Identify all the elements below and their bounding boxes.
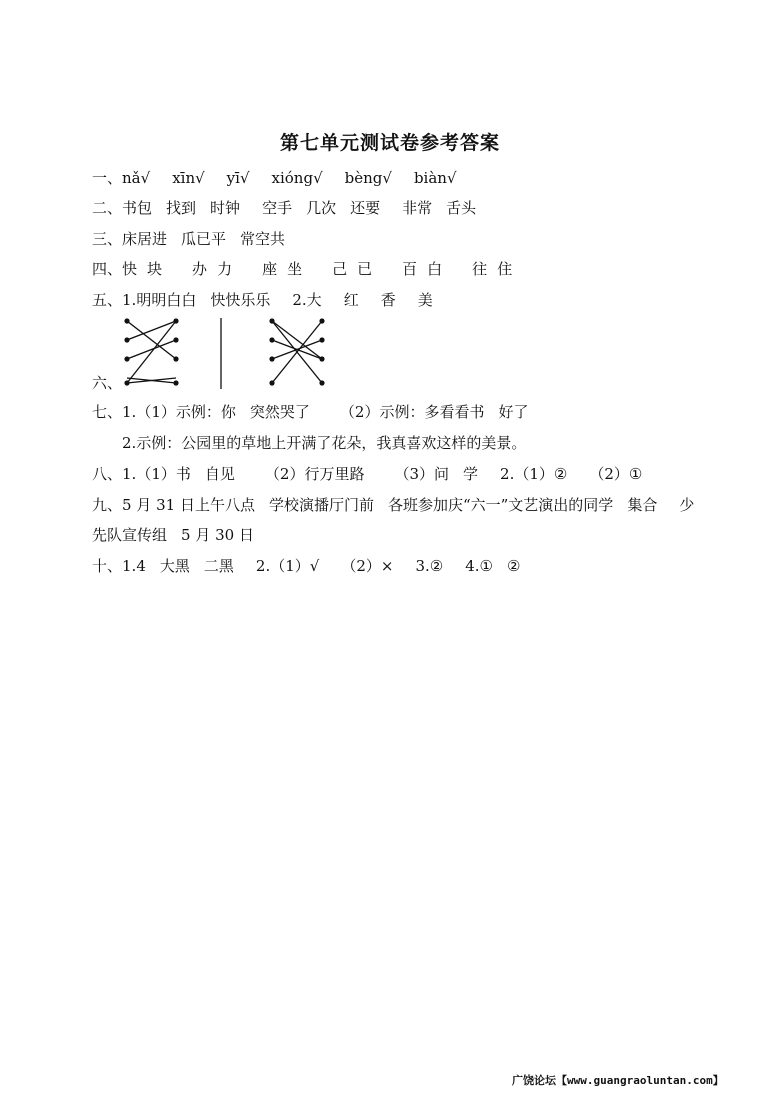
answer-item: 集合 bbox=[627, 496, 658, 514]
answer-item: 非常 bbox=[402, 199, 433, 217]
match-dot bbox=[124, 380, 129, 385]
subquestion-tag: （2） bbox=[589, 465, 629, 483]
answer-line-9 bbox=[92, 495, 694, 515]
answer-item: 书 bbox=[175, 465, 191, 483]
answer-item: 往 bbox=[472, 260, 488, 278]
footer-watermark bbox=[512, 1072, 724, 1088]
match-line bbox=[272, 321, 322, 359]
subquestion-tag: （2） bbox=[339, 403, 380, 421]
answer-item: ② bbox=[506, 557, 521, 575]
answer-item: 学校演播厅门前 bbox=[268, 496, 374, 514]
answer-item: 找到 bbox=[166, 199, 197, 217]
answer-item: 还要 bbox=[350, 199, 381, 217]
match-line bbox=[127, 321, 176, 359]
answer-line-2 bbox=[92, 198, 476, 218]
match-dot bbox=[319, 380, 324, 385]
answer-item: 示例：多看看书 bbox=[379, 403, 485, 421]
answer-item: 时钟 bbox=[210, 199, 241, 217]
answer-item: 快 bbox=[122, 260, 138, 278]
answer-line-4 bbox=[92, 259, 512, 279]
question-label: 二、 bbox=[92, 199, 123, 217]
match-dot bbox=[173, 318, 178, 323]
match-dot bbox=[173, 356, 178, 361]
answer-item: 白 bbox=[427, 260, 443, 278]
subquestion-number: 4. bbox=[465, 557, 480, 575]
subquestion-tag: （2） bbox=[264, 465, 305, 483]
footer-site-url: 【www.guangraoluntan.com】 bbox=[556, 1074, 724, 1087]
answer-line-7 bbox=[92, 402, 528, 422]
answer-item: 问 bbox=[434, 465, 450, 483]
answer-item: 好了 bbox=[498, 403, 529, 421]
question-label: 四、 bbox=[92, 260, 123, 278]
answer-item: 瓜已平 bbox=[181, 230, 227, 248]
answer-item: 百 bbox=[402, 260, 418, 278]
answer-item: 自见 bbox=[204, 465, 235, 483]
answer-item: 常空共 bbox=[240, 230, 286, 248]
answer-line-10 bbox=[92, 556, 520, 576]
answer-item: nǎ√ bbox=[122, 169, 151, 187]
answer-line-9-2 bbox=[92, 525, 254, 545]
answer-item: 示例：你 bbox=[175, 403, 236, 421]
answer-item: 5 月 30 日 bbox=[181, 526, 254, 544]
answer-item: ② bbox=[553, 465, 568, 483]
match-dot bbox=[269, 318, 274, 323]
answer-item: 各班参加庆“六一”文艺演出的同学 bbox=[387, 496, 614, 514]
answer-item: ② bbox=[429, 557, 444, 575]
answer-item: √ bbox=[309, 557, 320, 575]
answer-item: 书包 bbox=[122, 199, 153, 217]
answer-item: xióng√ bbox=[271, 169, 323, 187]
answer-item: 香 bbox=[380, 291, 396, 309]
answer-item: 座 bbox=[262, 260, 278, 278]
subquestion-tag: （1） bbox=[136, 403, 176, 421]
match-dot bbox=[124, 356, 129, 361]
match-dot bbox=[269, 356, 274, 361]
answer-item: 大 bbox=[306, 291, 322, 309]
answer-item: 空手 bbox=[262, 199, 293, 217]
answer-item: 已 bbox=[357, 260, 373, 278]
match-line bbox=[127, 340, 176, 359]
answer-item: yī√ bbox=[226, 169, 250, 187]
answer-item: 力 bbox=[217, 260, 233, 278]
answer-item: 红 bbox=[343, 291, 359, 309]
answer-item: 4 bbox=[136, 557, 146, 575]
answer-item: 先队宣传组 bbox=[92, 526, 168, 544]
question-label: 九、 bbox=[92, 496, 123, 514]
subquestion-tag: （1） bbox=[270, 557, 310, 575]
match-dot bbox=[173, 380, 178, 385]
question-label: 一、 bbox=[92, 169, 123, 187]
match-dot bbox=[319, 337, 324, 342]
matching-diagram bbox=[114, 315, 334, 391]
subquestion-number: 2. bbox=[255, 557, 271, 575]
answer-item: 床居进 bbox=[122, 230, 168, 248]
answer-item: 学 bbox=[463, 465, 479, 483]
answer-item: 办 bbox=[192, 260, 208, 278]
answer-item: 二黑 bbox=[203, 557, 234, 575]
subquestion-number: 1. bbox=[122, 291, 137, 309]
footer-site-name: 广饶论坛 bbox=[512, 1074, 556, 1087]
match-dot bbox=[319, 318, 324, 323]
subquestion-tag: （2） bbox=[341, 557, 381, 575]
question-label: 六、 bbox=[92, 374, 123, 392]
question-label: 五、 bbox=[92, 291, 123, 309]
subquestion-number: 1. bbox=[122, 403, 137, 421]
answer-line-6 bbox=[92, 373, 122, 393]
answer-item: 快快乐乐 bbox=[210, 291, 271, 309]
subquestion-tag: （1） bbox=[136, 465, 176, 483]
answer-item: 美 bbox=[417, 291, 433, 309]
question-label: 十、 bbox=[92, 557, 123, 575]
answer-item: 明明白白 bbox=[136, 291, 197, 309]
answer-item: 己 bbox=[332, 260, 348, 278]
answer-item: 5 月 31 日上午八点 bbox=[122, 496, 255, 514]
match-dot bbox=[173, 337, 178, 342]
answer-item: 突然哭了 bbox=[249, 403, 310, 421]
match-dot bbox=[269, 337, 274, 342]
answer-item: 少 bbox=[679, 496, 695, 514]
answer-line-8 bbox=[92, 464, 642, 484]
match-dot bbox=[124, 318, 129, 323]
match-dot bbox=[319, 356, 324, 361]
answer-item: biàn√ bbox=[413, 169, 457, 187]
question-label: 三、 bbox=[92, 230, 123, 248]
answer-item: 舌头 bbox=[446, 199, 477, 217]
match-dot bbox=[124, 337, 129, 342]
answer-line-7-2: 2.示例：公园里的草地上开满了花朵，我真喜欢这样的美景。 bbox=[122, 434, 527, 452]
subquestion-number: 3. bbox=[415, 557, 430, 575]
page-title: 第七单元测试卷参考答案 bbox=[279, 132, 500, 154]
subquestion-number: 2. bbox=[292, 291, 307, 309]
answer-item: 几次 bbox=[306, 199, 337, 217]
subquestion-tag: （3） bbox=[394, 465, 435, 483]
answer-item: 坐 bbox=[287, 260, 303, 278]
answer-item: xīn√ bbox=[172, 169, 205, 187]
subquestion-number: 1. bbox=[122, 465, 137, 483]
answer-line-3 bbox=[92, 229, 285, 249]
answer-item: 块 bbox=[147, 260, 163, 278]
answer-item: ① bbox=[479, 557, 493, 575]
answer-line-5 bbox=[92, 290, 433, 310]
answer-item: 行万里路 bbox=[304, 465, 365, 483]
subquestion-number: 2. bbox=[500, 465, 515, 483]
match-dot bbox=[269, 380, 274, 385]
answer-item: × bbox=[380, 557, 394, 575]
subquestion-number: 1. bbox=[122, 557, 137, 575]
question-label: 七、 bbox=[92, 403, 123, 421]
answer-line-1 bbox=[92, 168, 457, 188]
answer-item: 大黑 bbox=[159, 557, 190, 575]
subquestion-tag: （1） bbox=[514, 465, 554, 483]
answer-item: bèng√ bbox=[344, 169, 392, 187]
answer-item: 住 bbox=[497, 260, 513, 278]
question-label: 八、 bbox=[92, 465, 123, 483]
answer-item: ① bbox=[628, 465, 643, 483]
